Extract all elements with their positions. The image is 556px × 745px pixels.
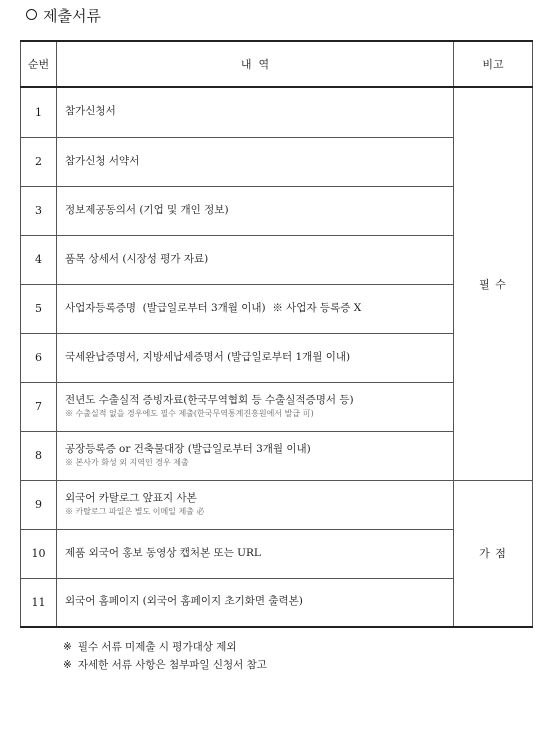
row-text: 사업자등록증명 (발급일로부터 3개월 이내) ※ 사업자 등록증 X <box>65 301 362 314</box>
footnote-item <box>63 656 267 674</box>
row-num: 3 <box>21 186 57 235</box>
row-num: 7 <box>21 382 57 431</box>
section-title-text: 제출서류 <box>43 7 101 25</box>
row-content <box>57 235 454 284</box>
row-subnote: ※ 카탈로그 파일은 별도 이메일 제출 必 <box>65 506 205 516</box>
row-text: 정보제공동의서 (기업 및 개인 정보) <box>65 203 229 216</box>
row-content <box>57 480 454 529</box>
row-text: 외국어 카탈로그 앞표지 사본 <box>65 492 197 505</box>
row-num: 1 <box>21 87 57 137</box>
circle-bullet-icon <box>26 9 37 20</box>
row-subnote: ※ 본사가 화성 외 지역인 경우 제출 <box>65 457 189 467</box>
remark-bonus: 가 점 <box>454 480 533 627</box>
row-content <box>57 578 454 627</box>
footnote-item <box>63 638 267 656</box>
row-text: 공장등록증 or 건축물대장 (발급일로부터 3개월 이내) <box>65 443 311 456</box>
footnotes <box>63 638 267 674</box>
row-num: 6 <box>21 333 57 382</box>
row-text: 외국어 홈페이지 (외국어 홈페이지 초기화면 출력본) <box>65 595 303 608</box>
table-header-row <box>21 41 533 87</box>
remark-required: 필 수 <box>454 87 533 480</box>
row-num: 10 <box>21 529 57 578</box>
row-content <box>57 529 454 578</box>
header-num: 순번 <box>21 41 57 87</box>
row-text: 참가신청 서약서 <box>65 154 140 167</box>
row-text: 제품 외국어 홍보 동영상 캡처본 또는 URL <box>65 546 261 559</box>
row-content <box>57 431 454 480</box>
footnote-text: 필수 서류 미제출 시 평가대상 제외 <box>77 641 237 653</box>
table-row <box>21 480 533 529</box>
section-title <box>26 5 101 26</box>
row-content <box>57 137 454 186</box>
reference-mark-icon: ※ <box>63 641 72 653</box>
row-num: 8 <box>21 431 57 480</box>
row-num: 11 <box>21 578 57 627</box>
table-row <box>21 87 533 137</box>
row-text: 전년도 수출실적 증빙자료(한국무역협회 등 수출실적증명서 등) <box>65 394 354 407</box>
row-content <box>57 87 454 137</box>
footnote-text: 자세한 서류 사항은 첨부파일 신청서 참고 <box>77 659 267 671</box>
header-remark: 비고 <box>454 41 533 87</box>
row-content <box>57 186 454 235</box>
row-subnote: ※ 수출실적 없을 경우에도 필수 제출(한국무역통계진흥원에서 발급 可) <box>65 408 314 418</box>
reference-mark-icon: ※ <box>63 659 72 671</box>
row-num: 4 <box>21 235 57 284</box>
row-content <box>57 382 454 431</box>
row-content <box>57 333 454 382</box>
documents-table <box>20 40 533 628</box>
row-text: 국세완납증명서, 지방세납세증명서 (발급일로부터 1개월 이내) <box>65 350 351 363</box>
row-num: 5 <box>21 284 57 333</box>
row-text: 참가신청서 <box>65 105 116 118</box>
row-num: 2 <box>21 137 57 186</box>
row-content <box>57 284 454 333</box>
row-text: 품목 상세서 (시장성 평가 자료) <box>65 252 209 265</box>
header-content: 내 역 <box>57 41 454 87</box>
row-num: 9 <box>21 480 57 529</box>
